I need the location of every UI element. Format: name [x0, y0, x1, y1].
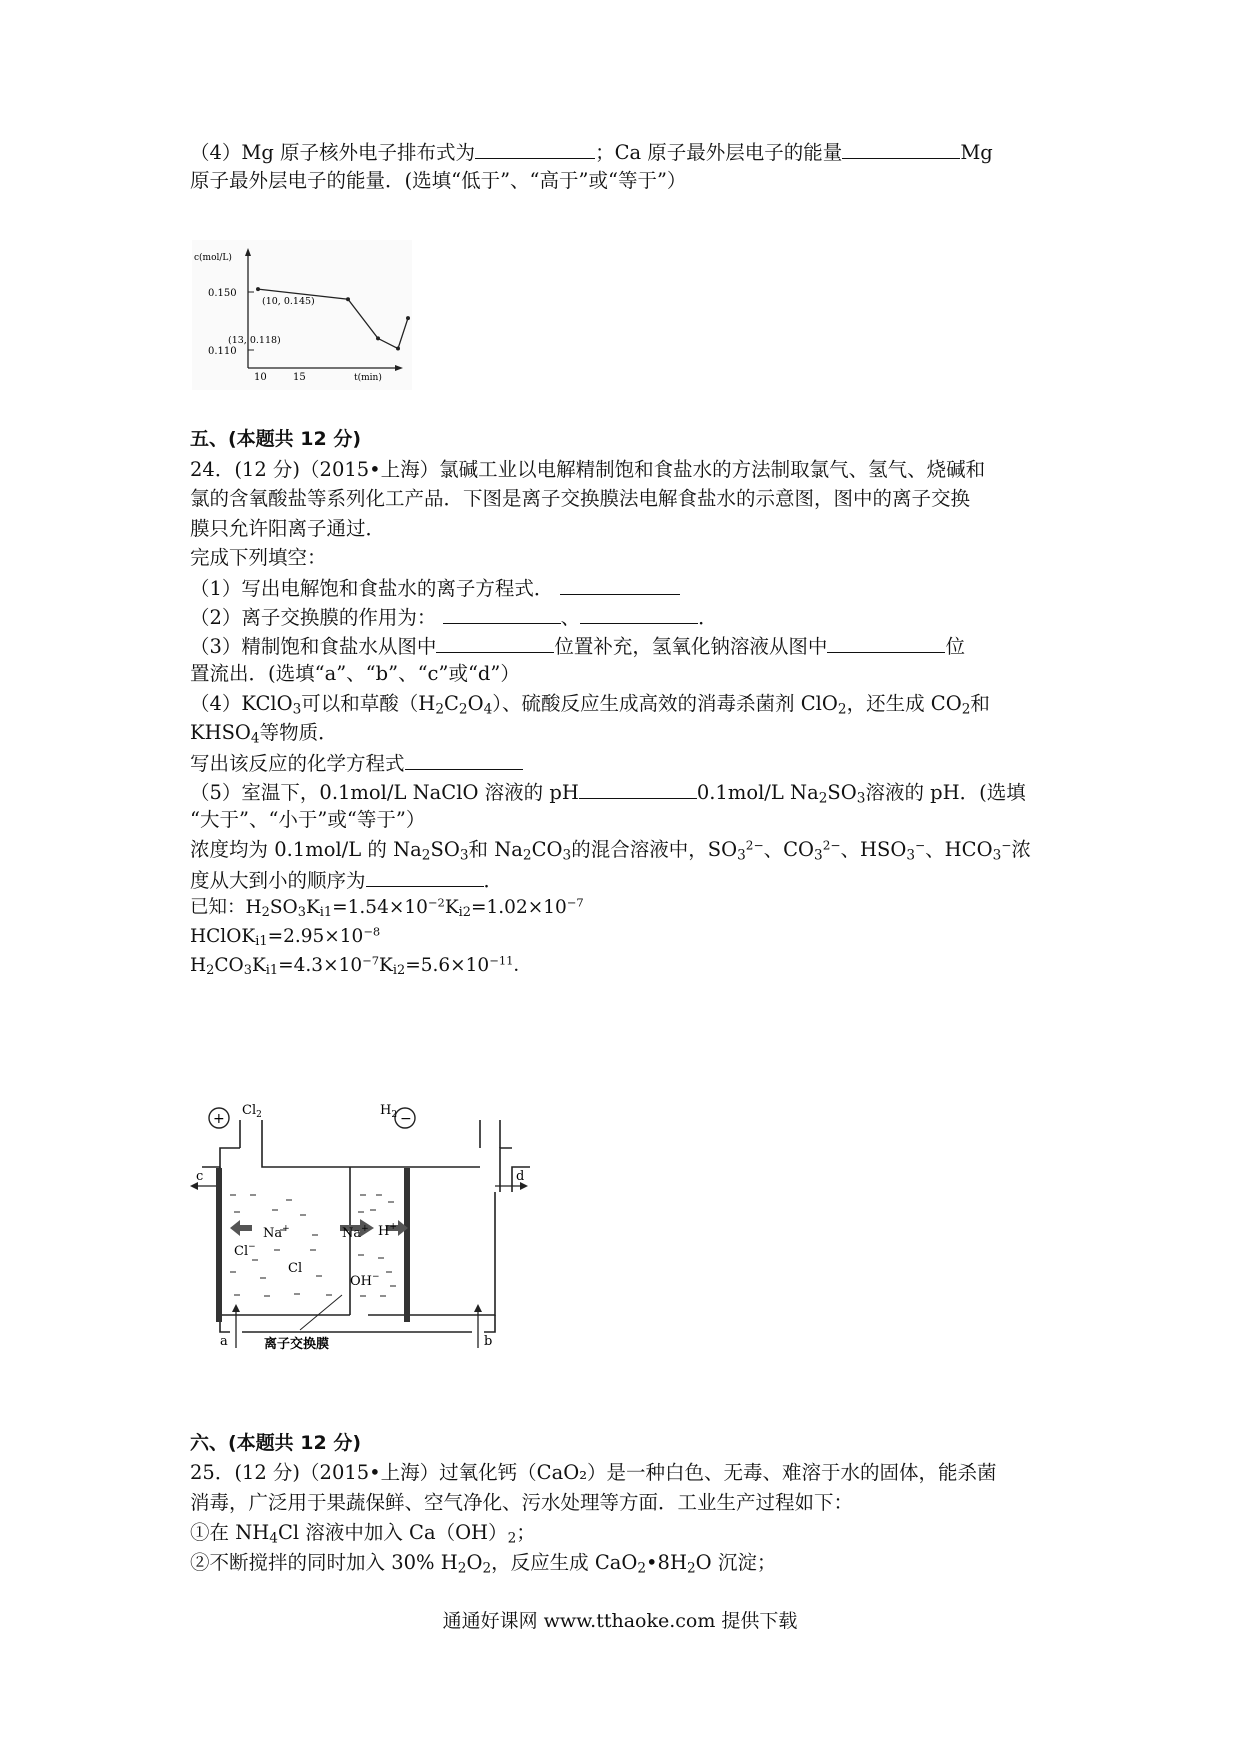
na-plus-left: Na+ [263, 1224, 290, 1241]
q24-part-5-line-2: “大于”、“小于”或“等于”） [190, 808, 426, 831]
x-tick-15: 15 [293, 372, 306, 383]
y-tick-0150: 0.150 [208, 288, 237, 299]
h-plus-right: H+ [378, 1222, 397, 1239]
answer-blank-ph-compare[interactable] [579, 778, 697, 799]
page-footer: 通通好课网 www.tthaoke.com 提供下载 [442, 1610, 798, 1632]
inlet-a-label: a [220, 1334, 228, 1349]
inlet-b-label: b [484, 1334, 493, 1349]
q24-part-2: （2）离子交换膜的作用为： 、 ． [190, 603, 718, 631]
q24-part-3-line-1: （3）精制饱和食盐水从图中 位置补充，氢氧化钠溶液从图中 位 [190, 632, 965, 660]
y-axis-label: c(mol/L) [194, 253, 232, 263]
anode-plus-icon: + [213, 1111, 225, 1127]
q25-step-1: ①在 $NH_4Cl$ 溶液中加入 $Ca(OH)_2$； [190, 1521, 536, 1547]
answer-blank-ionic-equation[interactable] [560, 574, 680, 595]
q24-part-1: （1）写出电解饱和食盐水的离子方程式． [190, 574, 680, 602]
anode-electrode [216, 1168, 222, 1322]
outlet-c-label: c [196, 1169, 204, 1184]
q24-line-3: 膜只允许阳离子通过． [190, 517, 386, 540]
electrolysis-cell-diagram [190, 1100, 530, 1350]
q25-line-2: 消毒，广泛用于果蔬保鲜、空气净化、污水处理等方面．工业生产过程如下： [190, 1491, 854, 1514]
answer-blank-chemical-equation[interactable] [405, 749, 523, 770]
annotation-10-0145: (10, 0.145) [262, 296, 315, 307]
answer-blank-membrane-role-1[interactable] [443, 603, 561, 624]
annotation-13-0118: (13, 0.118) [228, 335, 281, 346]
membrane-label: 离子交换膜 [264, 1337, 330, 1350]
ka-hclo: $HClOK_{i1}=2.95\times 10^{-8}$ [190, 924, 381, 950]
answer-blank-ion-order[interactable] [366, 866, 484, 887]
q24-line-2: 氯的含氧酸盐等系列化工产品．下图是离子交换膜法电解食盐水的示意图，图中的离子交换 [190, 487, 971, 510]
q24-part-3-line-2: 置流出．(选填“a”、“b”、“c”或“d”） [190, 662, 520, 685]
q24-part-4-line-1: （4）KClO$_3$可以和草酸$(H_2C_2O_4)$、硫酸反应生成高效的消毒杀菌剂 ClO$_2$，还生成 $CO_2$和 [190, 692, 990, 718]
q4-line-1: （4）Mg 原子核外电子排布式为 ；Ca 原子最外层电子的能量 Mg [190, 138, 993, 166]
q24-part-4-line-2: $KHSO_4$等物质． [190, 721, 338, 747]
section-6-heading: 六、(本题共 12 分) [190, 1432, 362, 1454]
data-point-2 [376, 336, 380, 340]
data-point-1 [346, 297, 350, 301]
data-point-3 [396, 347, 400, 351]
h2-outlet-label: $H_2$ [380, 1103, 398, 1120]
answer-blank-brine-position[interactable] [436, 632, 554, 653]
q4-line-2: 原子最外层电子的能量．(选填“低于”、“高于”或“等于”） [190, 169, 687, 192]
fill-prompt: 完成下列填空： [190, 546, 327, 569]
q24-part-4-line-3: 写出该反应的化学方程式 [190, 749, 523, 777]
outlet-d-label: d [516, 1169, 525, 1184]
cathode-electrode [404, 1168, 410, 1322]
section-5-heading: 五、(本题共 12 分) [190, 428, 362, 450]
cl2-outlet-label: $Cl_2$ [242, 1103, 262, 1120]
data-point-4 [406, 316, 410, 320]
arrow-cl-to-anode [230, 1220, 252, 1236]
na-plus-right: Na+ [342, 1224, 369, 1241]
q25-step-2: ②不断搅拌的同时加入 30% $H_2O_2$，反应生成 $CaO_2•8H_2O$ 沉淀； [190, 1551, 777, 1577]
cathode-minus-icon: − [400, 1111, 412, 1127]
q24-part-5-line-4: 度从大到小的顺序为 ． [190, 866, 503, 894]
concentration-time-chart [192, 240, 412, 390]
oh-minus-label: OH− [350, 1272, 380, 1289]
answer-blank-membrane-role-2[interactable] [580, 603, 698, 624]
cl-minus-left: Cl− [234, 1242, 256, 1259]
answer-blank-naoh-position[interactable] [827, 632, 945, 653]
ka-h2co3: $H_2CO_3K_{i1}=4.3\times 10^{-7}K_{i2}=5.6\times 10^{-11}$． [190, 953, 532, 979]
q24-line-1: 24．(12 分)（2015•上海）氯碱工业以电解精制饱和食盐水的方法制取氯气、氢气、烧碱和 [190, 458, 986, 481]
x-tick-10: 10 [254, 372, 267, 383]
answer-blank-ca-energy[interactable] [842, 138, 960, 159]
data-point-0 [256, 287, 260, 291]
q25-line-1: 25．(12 分)（2015•上海）过氧化钙（CaO₂）是一种白色、无毒、难溶于水的固体，能杀菌 [190, 1461, 997, 1484]
answer-blank-mg-config[interactable] [475, 138, 595, 159]
q24-part-5-line-1: （5）室温下，0.1mol/L NaClO 溶液的 pH 0.1mol/L $Na_2SO_3$溶液的 pH．(选填 [190, 778, 1026, 806]
cl-mid-label: Cl [288, 1261, 303, 1276]
q24-part-5-line-3: 浓度均为 0.1mol/L 的 $Na_2SO_3$和 $Na_2CO_3$的混合溶液中，$SO_3^{2-}$、$CO_3^{2-}$、$HSO_3^-$、$HCO_3^-$浓 [190, 838, 1031, 864]
ka-h2so3: 已知：$H_2SO_3K_{i1}=1.54\times 10^{-2}K_{i2}=1.02\times 10^{-7}$ [190, 895, 584, 921]
y-tick-0110: 0.110 [208, 346, 237, 357]
x-axis-label: t(min) [354, 373, 382, 383]
